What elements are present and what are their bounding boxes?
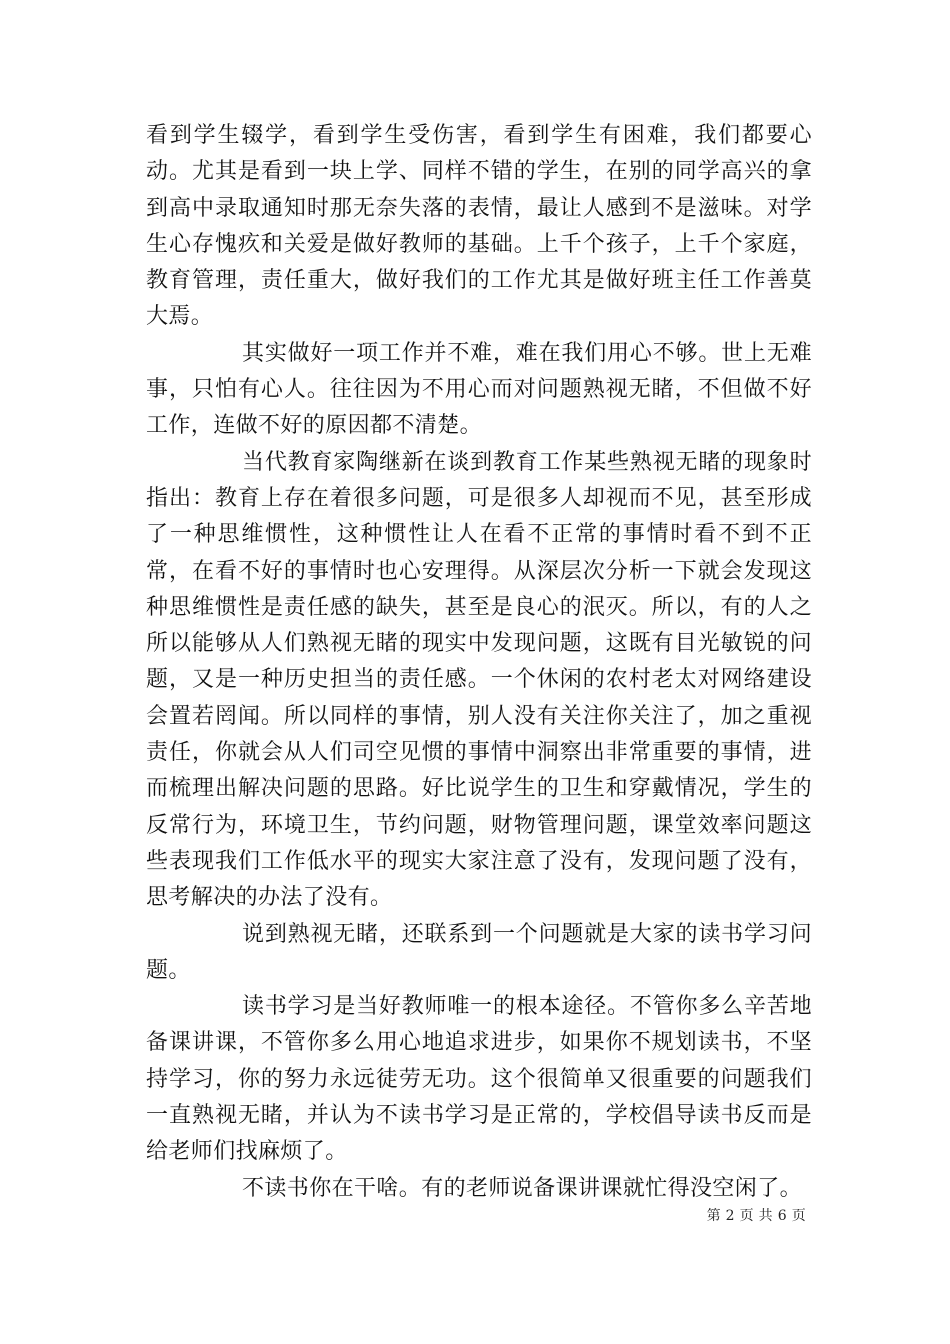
paragraph-2: 其实做好一项工作并不难，难在我们用心不够。世上无难事，只怕有心人。往往因为不用心而对问题熟视无睹，不但做不好工作，连做不好的原因都不清楚。: [146, 340, 812, 439]
paragraph-1: 看到学生辍学，看到学生受伤害，看到学生有困难，我们都要心动。尤其是看到一块上学、同样不错的学生，在别的同学高兴的拿到高中录取通知时那无奈失落的表情，最让人感到不是滋味。对学生心存愧疚和关爱是做好教师的基础。上千个孩子，上千个家庭，教育管理，责任重大，做好我们的工作尤其是做好班主任工作善莫大焉。: [146, 123, 812, 330]
paragraph-5: 读书学习是当好教师唯一的根本途径。不管你多么辛苦地备课讲课，不管你多么用心地追求进步，如果你不规划读书，不坚持学习，你的努力永远徒劳无功。这个很简单又很重要的问题我们一直熟视无睹，并认为不读书学习是正常的，学校倡导读书反而是给老师们找麻烦了。: [146, 994, 812, 1165]
paragraph-6: 不读书你在干啥。有的老师说备课讲课就忙得没空闲了。: [242, 1175, 803, 1201]
page-number-footer: 第 2 页 共 6 页: [706, 1208, 806, 1224]
paragraph-4: 说到熟视无睹，还联系到一个问题就是大家的读书学习问题。: [146, 921, 812, 983]
document-body: [146, 118, 812, 1207]
paragraph-3: 当代教育家陶继新在谈到教育工作某些熟视无睹的现象时指出：教育上存在着很多问题，可是很多人却视而不见，甚至形成了一种思维惯性，这种惯性让人在看不正常的事情时看不到不正常，在看不好的事情时也心安理得。从深层次分析一下就会发现这种思维惯性是责任感的缺失，甚至是良心的泯灭。所以，有的人之所以能够从人们熟视无睹的现实中发现问题，这既有目光敏锐的问题，又是一种历史担当的责任感。一个休闲的农村老太对网络建设会置若罔闻。所以同样的事情，别人没有关注你关注了，加之重视责任，你就会从人们司空见惯的事情中洞察出非常重要的事情，进而梳理出解决问题的思路。好比说学生的卫生和穿戴情况，学生的反常行为，环境卫生，节约问题，财物管理问题，课堂效率问题这些表现我们工作低水平的现实大家注意了没有，发现问题了没有，思考解决的办法了没有。: [146, 449, 812, 911]
